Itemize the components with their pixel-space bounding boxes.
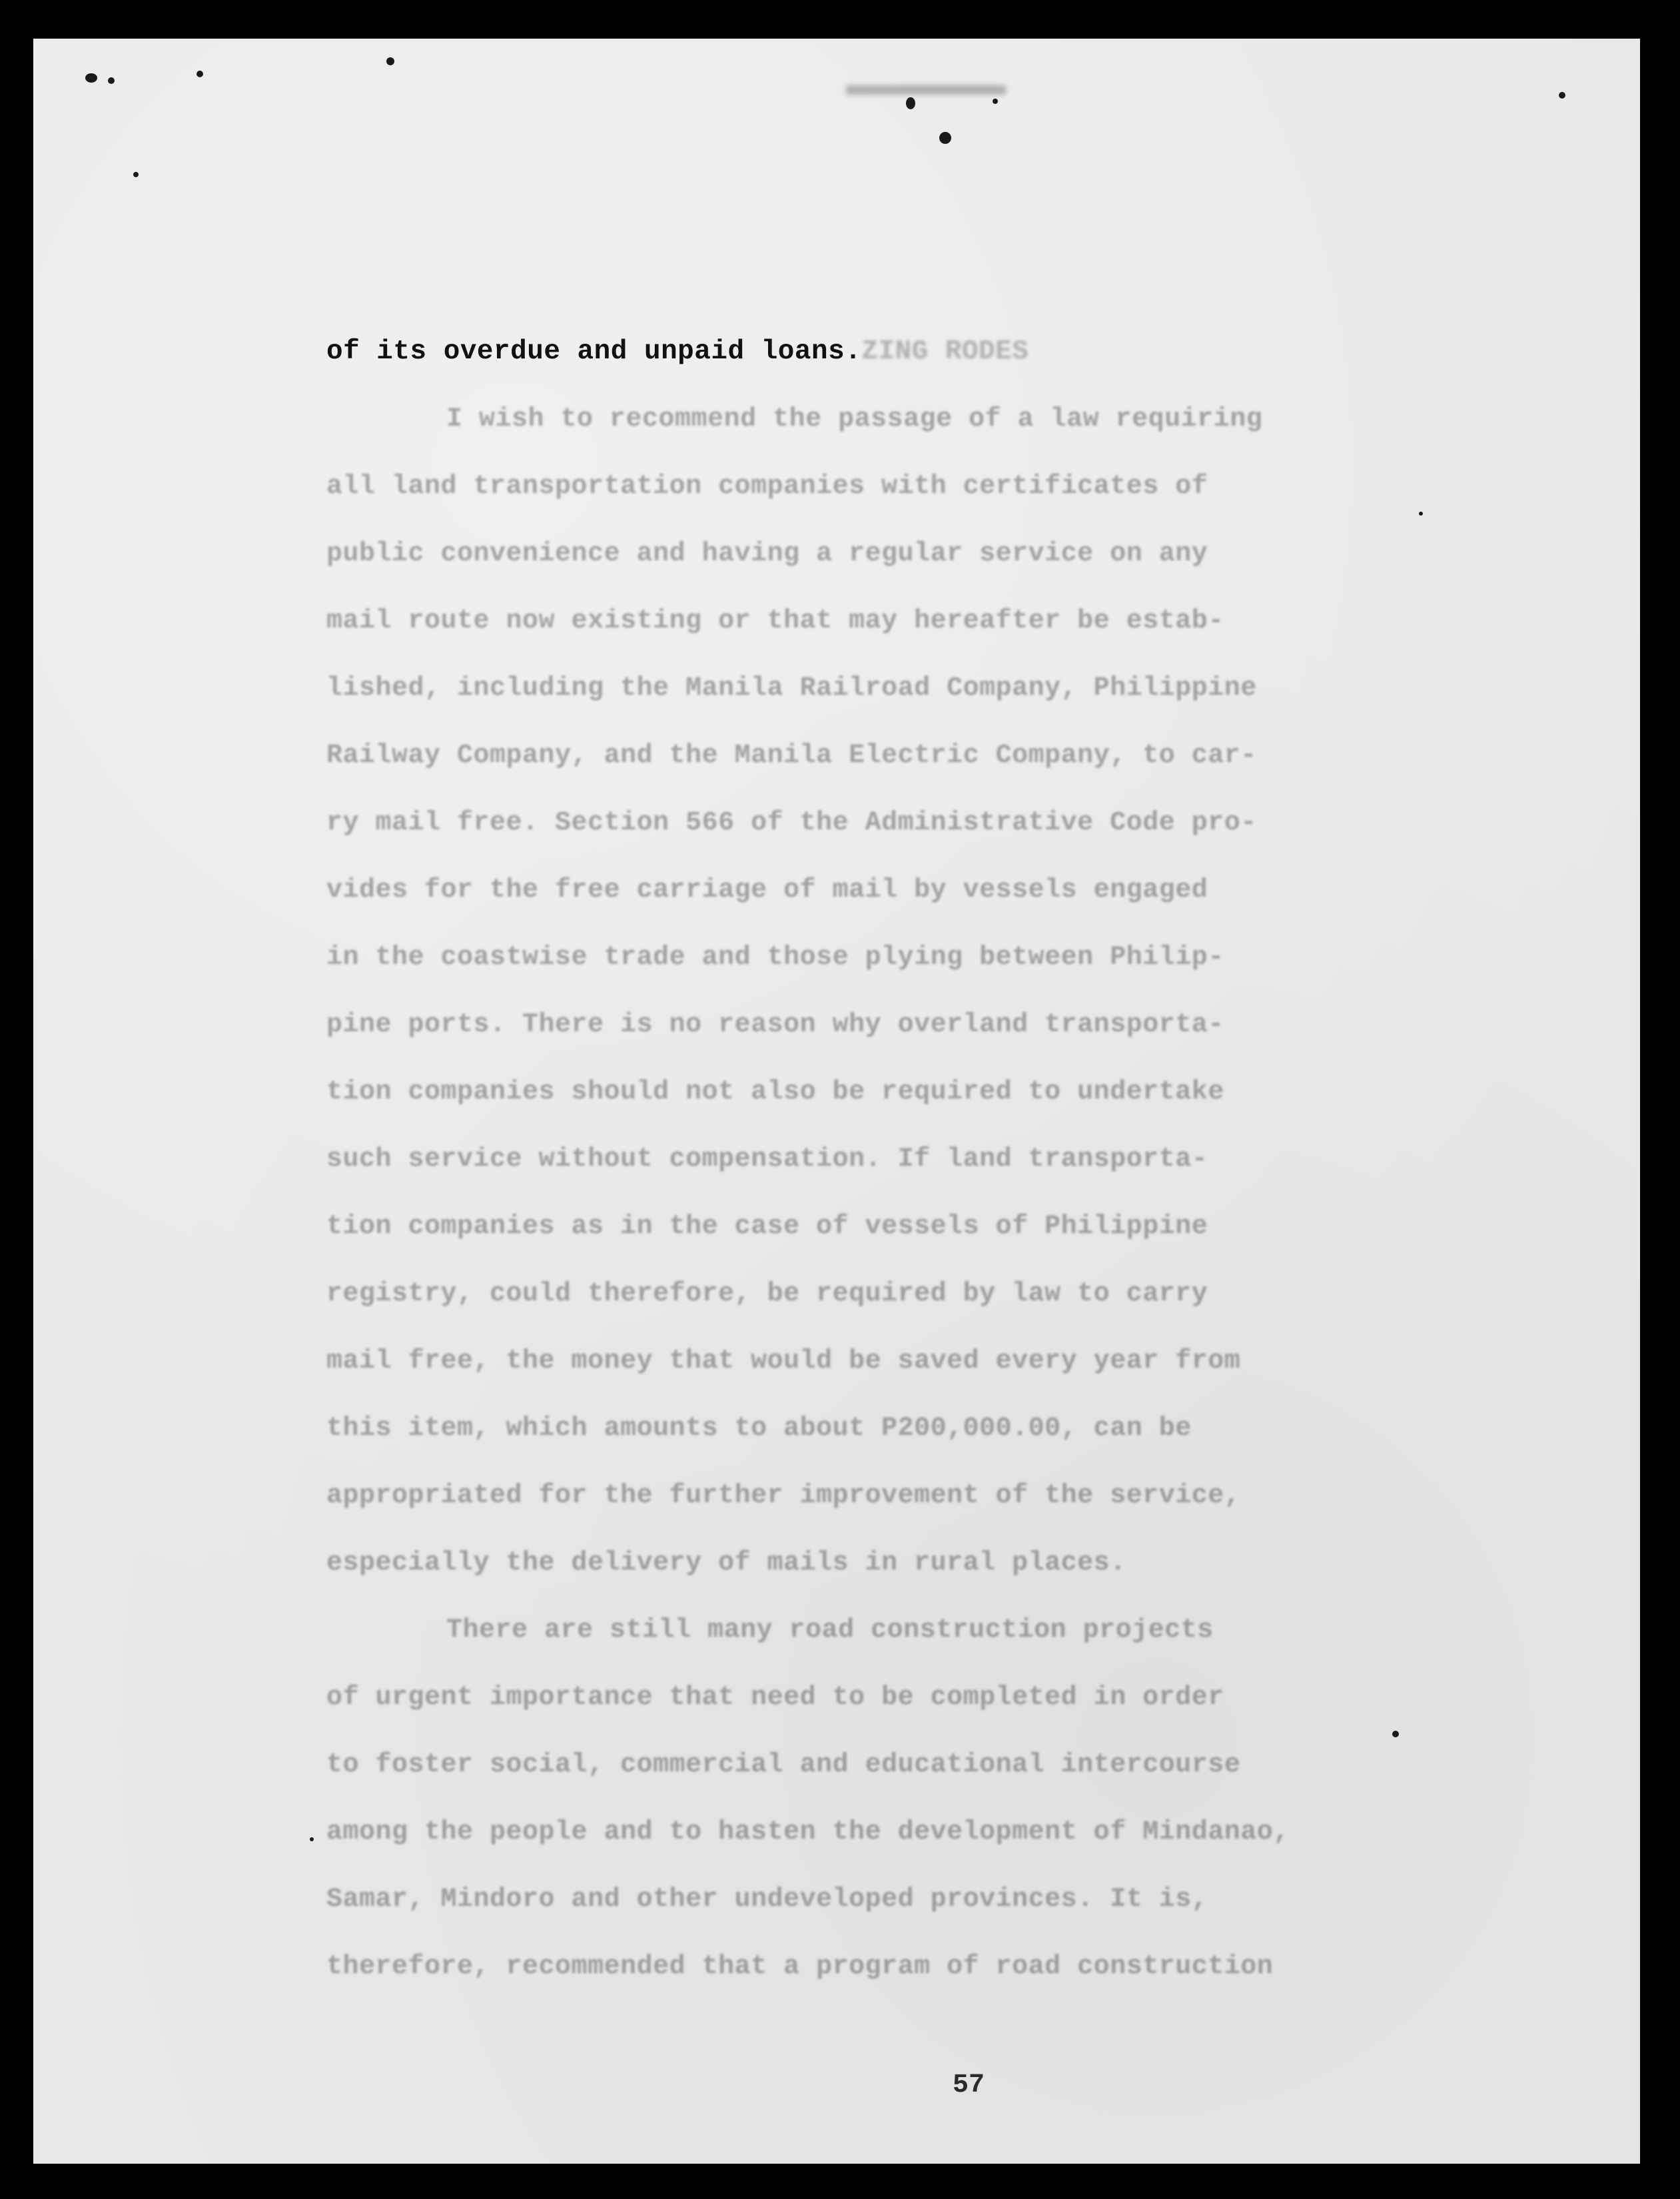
text-line: among the people and to hasten the development of Mindanao, [326,1817,1290,1847]
text-line: tion companies as in the case of vessels of Philippine [326,1212,1208,1242]
text-line: mail free, the money that would be saved every year from [326,1346,1241,1376]
text-line: mail route now existing or that may hereafter be estab- [326,606,1224,636]
scan-speck [310,1837,314,1841]
text-line: ry mail free. Section 566 of the Administrative Code pro- [326,808,1257,838]
scan-speck [906,97,915,109]
text-line: public convenience and having a regular service on any [326,539,1208,569]
text-line: pine ports. There is no reason why overland transporta- [326,1010,1224,1040]
text-line: vides for the free carriage of mail by vessels engaged [326,875,1208,905]
text-line: Samar, Mindoro and other undeveloped provinces. It is, [326,1885,1208,1915]
scan-speck [85,73,97,83]
scan-speck [133,172,139,177]
first-line: of its overdue and unpaid loans.ZING RODES [326,336,1029,367]
paragraph-1 [326,386,1499,1597]
scan-speck [1559,92,1565,99]
scan-speck [386,57,394,65]
text-line: There are still many road construction projects [446,1615,1214,1645]
text-line: appropriated for the further improvement of the service, [326,1481,1241,1511]
header-smudge [846,85,1006,95]
text-line: Railway Company, and the Manila Electric Company, to car- [326,741,1257,771]
text-line: all land transportation companies with certificates of [326,472,1208,502]
scan-speck [993,99,998,104]
paragraph-2 [326,1597,1499,2000]
text-line: to foster social, commercial and educational intercourse [326,1750,1241,1780]
text-line: in the coastwise trade and those plying between Philip- [326,943,1224,973]
text-line: lished, including the Manila Railroad Company, Philippine [326,673,1257,703]
scan-speck [108,77,115,84]
text-line: such service without compensation. If land transporta- [326,1144,1208,1174]
page-number: 57 [953,2070,985,2100]
text-line: especially the delivery of mails in rural places. [326,1548,1126,1578]
text-line: tion companies should not also be required to undertake [326,1077,1224,1107]
scan-speck [939,132,951,144]
scan-speck [197,71,203,77]
text-line: this item, which amounts to about P200,000.00, can be [326,1414,1192,1444]
document-page [33,39,1640,2164]
text-line: I wish to recommend the passage of a law requiring [446,404,1263,434]
body-text [326,318,1499,2000]
text-line: therefore, recommended that a program of road construction [326,1952,1274,1982]
text-line: registry, could therefore, be required by law to carry [326,1279,1208,1309]
text-line: of urgent importance that need to be completed in order [326,1683,1224,1713]
